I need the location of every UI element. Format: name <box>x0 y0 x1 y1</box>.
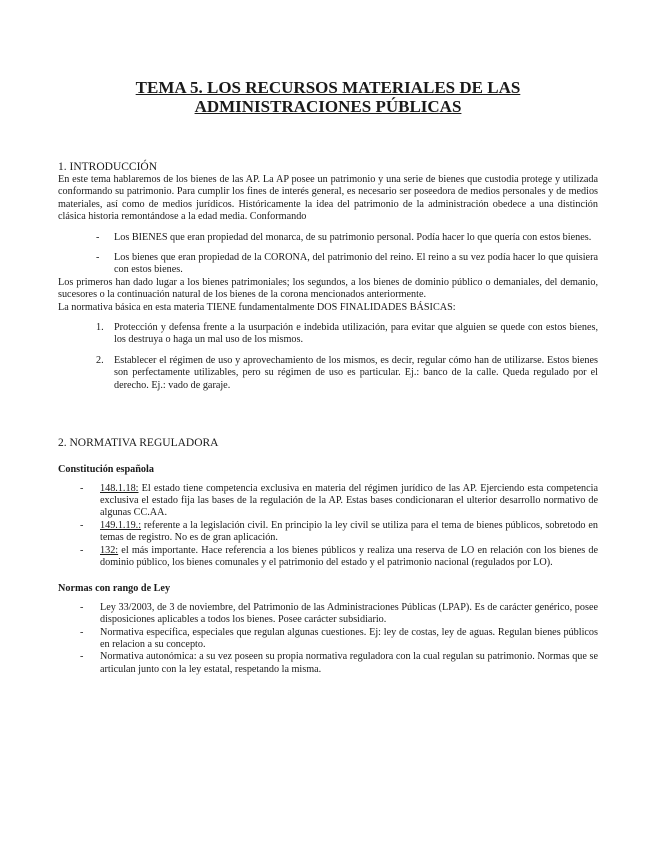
list-item-text: Normativa específica, especiales que regulan algunas cuestiones. Ej: ley de costas, ley de aguas. Regulan bienes públicos en relacion a su concepto. <box>100 626 598 650</box>
list-item-text: referente a la legislación civil. En principio la ley civil se utiliza para el tema de bienes públicos, sobretodo en temas de registro. No es de gran aplicación. <box>100 519 598 544</box>
list-item-text: Los bienes que eran propiedad de la CORONA, del patrimonio del reino. El reino a su vez podía hacer lo que quisiera con estos bienes. <box>114 252 598 276</box>
dash-marker: - <box>80 651 84 663</box>
list-item-text: Ley 33/2003, de 3 de noviembre, del Patrimonio de las Administraciones Públicas (LPAP). Es de carácter genérico, posee disposiciones aplicables a todos los bienes. Posee carácter subsidiario. <box>100 601 598 626</box>
article-reference: 148.1.18: <box>100 482 139 494</box>
list-item <box>58 520 598 545</box>
document-title <box>58 78 598 116</box>
constitucion-list <box>58 483 598 570</box>
document-page <box>58 0 598 676</box>
list-item <box>58 627 598 652</box>
dash-marker: - <box>96 231 100 243</box>
title-line-2: ADMINISTRACIONES PÚBLICAS <box>194 97 462 116</box>
list-item-text: Establecer el régimen de uso y aprovechamiento de los mismos, es decir, regular cómo han de utilizarse. Estos bienes son perfectamente utilizables, pero su régimen de uso es particular. Ej.: banco de la calle. Queda regulado por el derecho. Ej.: vado de garaje. <box>114 354 598 391</box>
list-item-text: Normativa autonómica: a su vez poseen su propia normativa reguladora con la cual regulan su patrimonio. Normas que se articulan junto con la ley estatal, respetando la misma. <box>100 651 598 675</box>
dash-marker: - <box>80 626 84 638</box>
subheading-constitucion: Constitución española <box>58 464 154 476</box>
article-reference: 132: <box>100 544 119 556</box>
after-paragraph: Los primeros han dado lugar a los bienes patrimoniales; los segundos, a los bienes de dominio público o demaniales, del demanio, sucesores o la continuación natural de los bienes de la corona mencionados anteriormente. <box>58 276 598 301</box>
list-item <box>58 483 598 520</box>
title-line-1: TEMA 5. LOS RECURSOS MATERIALES DE LAS <box>135 78 521 97</box>
intro-paragraph: En este tema hablaremos de los bienes de las AP. La AP posee un patrimonio y una serie de bienes que custodia protege y utilizada conformando su patrimonio. Para cumplir los fines de interés general, es necesario ser poseedora de medios personales y de medios materiales, así como de medios jurídicos. Históricamente la idea del patrimonio de la administración obedece a una distinción clásica historia remontándose a la edad media. Conformando <box>58 174 598 223</box>
list-item <box>58 322 598 347</box>
list-item-text: Protección y defensa frente a la usurpación e indebida utilización, para evitar que alguien se quede con estos bienes, los destruya o haga un mal uso de los mismos. <box>114 322 598 346</box>
list-item-text: el más importante. Hace referencia a los bienes públicos y realiza una reserva de LO en relación con los bienes de dominio público, los bienes comunales y el patrimonio del estado y el patrimonio nacional (regulados por LO). <box>100 544 598 568</box>
normativa-line: La normativa básica en esta materia TIENE fundamentalmente DOS FINALIDADES BÁSICAS: <box>58 301 456 313</box>
list-item-text: El estado tiene competencia exclusiva en materia del régimen jurídico de las AP. Ejerciendo esta competencia exclusiva el estado fija las bases de la regulación de la AP. Estas bases condicionaran el ulterior desarrollo normativo de algunas CC.AA. <box>100 482 598 519</box>
list-item <box>58 355 598 392</box>
subheading-normas: Normas con rango de Ley <box>58 583 171 595</box>
list-item <box>58 545 598 570</box>
list-item <box>58 651 598 676</box>
section-heading-normativa: 2. NORMATIVA REGULADORA <box>58 437 219 450</box>
intro-dash-list <box>58 232 598 277</box>
dash-marker: - <box>80 482 84 494</box>
dash-marker: - <box>80 519 84 531</box>
list-number: 2. <box>96 354 104 366</box>
article-reference: 149.1.19.: <box>100 519 142 531</box>
list-item <box>58 602 598 627</box>
section-heading-introduccion: 1. INTRODUCCIÓN <box>58 161 158 173</box>
list-number: 1. <box>96 322 104 334</box>
dash-marker: - <box>80 544 84 556</box>
list-item-text: Los BIENES que eran propiedad del monarca, de su patrimonio personal. Podía hacer lo que quería con estos bienes. <box>114 231 592 243</box>
list-item <box>58 232 598 244</box>
dash-marker: - <box>96 252 100 264</box>
dash-marker: - <box>80 601 84 613</box>
finalidades-list <box>58 322 598 392</box>
list-item <box>58 252 598 277</box>
normas-list <box>58 602 598 676</box>
